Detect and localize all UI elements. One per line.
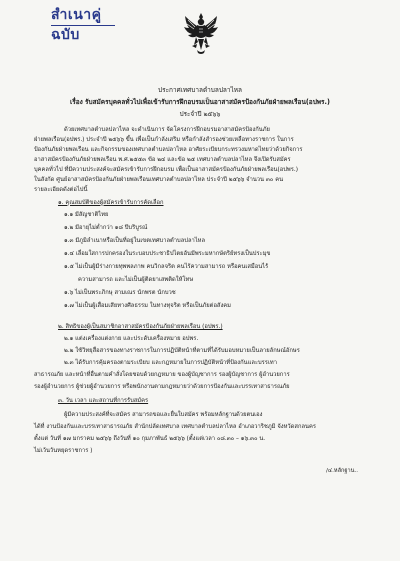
application-line: ได้ที่ งานป้องกันและบรรเทาสาธารณภัย สำนักปลัดเทศบาล เทศบาลตำบลปลาไหล อำเภอวาริชภูมิ จังหวัดสกลนคร	[34, 424, 316, 430]
application-line: ตั้งแต่ วันที่ ๑๗ มกราคม ๒๕๖๖ ถึงวันที่ ๑๐ กุมภาพันธ์ ๒๕๖๖ (ตั้งแต่เวลา ๐๘.๓๐ – ๑๖.๓๐ น.	[34, 436, 266, 442]
section-2-title: ๒. สิทธิของผู้เป็นสมาชิกอาสาสมัครป้องกันภัยฝ่ายพลเรือน (อปพร.)	[58, 324, 223, 330]
rights-line: ๒.๒ ใช้วิทยุสื่อสารของทางราชการในการปฏิบัติหน้าที่ตามที่ได้รับมอบหมายเป็นลายลักษณ์อักษร	[64, 348, 300, 354]
application-line: ไม่เว้นวันหยุดราชการ )	[34, 448, 93, 454]
qualification-item: ๑.๔ เลื่อมใสการปกครองในระบอบประชาธิปไตยอันมีพระมหากษัตริย์ทรงเป็นประมุข	[64, 251, 271, 257]
intro-line: รายละเอียดดังต่อไปนี้	[34, 187, 88, 193]
qualification-item: ๑.๓ มีภูมิลำเนาหรือเป็นที่อยู่ในเขตเทศบาลตำบลปลาไหล	[64, 238, 206, 244]
rights-line: สาธารณภัย และหน้าที่อื่นตามคำสั่งโดยชอบด้วยกฎหมาย ของผู้บัญชาการ รองผู้บัญชาการ ผู้อำนวยการ	[34, 372, 290, 378]
qualification-item: ๑.๖ ไม่เป็นพระภิกษุ สามเณร นักพรต นักบวช	[64, 290, 176, 296]
rights-line: ๒.๑ แต่งเครื่องแต่งกาย และประดับเครื่องหมาย อปพร.	[64, 336, 199, 342]
qualification-item: ๑.๕ ไม่เป็นผู้มีร่างกายทุพพลภาพ คนวิกลจริต คนไร้ความสามารถ หรือคนเสมือนไร้	[64, 264, 269, 270]
qualification-item: ๑.๒ มีอายุไม่ต่ำกว่า ๑๘ ปีบริบูรณ์	[64, 225, 148, 231]
intro-line: ฝ่ายพลเรือน(อปพร.) ประจำปี ๒๕๖๖ ขึ้น เพื่อเป็นกำลังเสริม หรือกำลังสำรองช่วยเหลือทางราชการ ในการ	[34, 137, 294, 143]
application-line: ผู้มีความประสงค์ที่จะสมัคร สามารถขอและยื่นใบสมัคร พร้อมหลักฐานด้วยตนเอง	[64, 412, 263, 418]
continued-marker: /๔.หลักฐาน..	[326, 468, 359, 474]
copy-stamp: สำเนาคู่ฉบับ	[51, 5, 115, 26]
intro-line: ป้องกันภัยฝ่ายพลเรือน และกิจกรรมของเทศบาลตำบลปลาไหล อาศัยระเบียบกระทรวงมหาดไทยว่าด้วยกิจการ	[34, 147, 303, 153]
garuda-emblem-icon	[183, 12, 219, 56]
intro-line: อาสาสมัครป้องกันภัยฝ่ายพลเรือน พ.ศ.๒๕๕๓ ข้อ ๒๔ และข้อ ๒๕ เทศบาลตำบลปลาไหล จึงเปิดรับสมัคร	[34, 157, 291, 163]
qualification-item-continued: ความสามารถ และไม่เป็นผู้ติดยาเสพติดให้โทษ	[78, 277, 194, 283]
rights-line: ๒.๓ ได้รับการคุ้มครองตามระเบียบ และกฎหมายในการปฏิบัติหน้าที่ป้องกันและบรรเทา	[64, 360, 277, 366]
announcement-subject: เรื่อง รับสมัครบุคคลทั่วไปเพื่อเข้ารับการฝึกอบรมเป็นอาสาสมัครป้องกันภัยฝ่ายพลเรือน(อปพร.)	[70, 98, 330, 106]
section-3-title: ๓. วัน เวลา และสถานที่การรับสมัคร	[58, 398, 149, 404]
intro-line: ในสังกัด ศูนย์อาสาสมัครป้องกันภัยฝ่ายพลเรือนเทศบาลตำบลปลาไหล ประจำปี ๒๕๖๖ จำนวน ๓๐ คน	[34, 177, 284, 183]
intro-line: ด้วยเทศบาลตำบลปลาไหล จะดำเนินการ จัดโครงการฝึกอบรมอาสาสมัครป้องกันภัย	[64, 127, 270, 133]
section-1-title: ๑. คุณสมบัติของผู้สมัครเข้ารับการคัดเลือก	[58, 200, 164, 206]
org-title: ประกาศเทศบาลตำบลปลาไหล	[157, 86, 243, 94]
qualification-item: ๑.๑ มีสัญชาติไทย	[64, 212, 109, 218]
announcement-year: ประจำปี ๒๕๖๖	[179, 110, 221, 118]
intro-line: บุคคลทั่วไป ที่มีความประสงค์จะสมัครเข้ารับการฝึกอบรม เพื่อเป็นอาสาสมัครป้องกันภัยฝ่ายพลเรือน(อปพร.)	[34, 167, 298, 173]
qualification-item: ๑.๗ ไม่เป็นผู้เสื่อมเสียทางศีลธรรม ในทางทุจริต หรือเป็นภัยต่อสังคม	[64, 303, 231, 309]
rights-line: รองผู้อำนวยการ ผู้ช่วยผู้อำนวยการ หรือพนักงานตามกฎหมายว่าด้วยการป้องกันและบรรเทาสาธารณภัย	[34, 384, 290, 390]
